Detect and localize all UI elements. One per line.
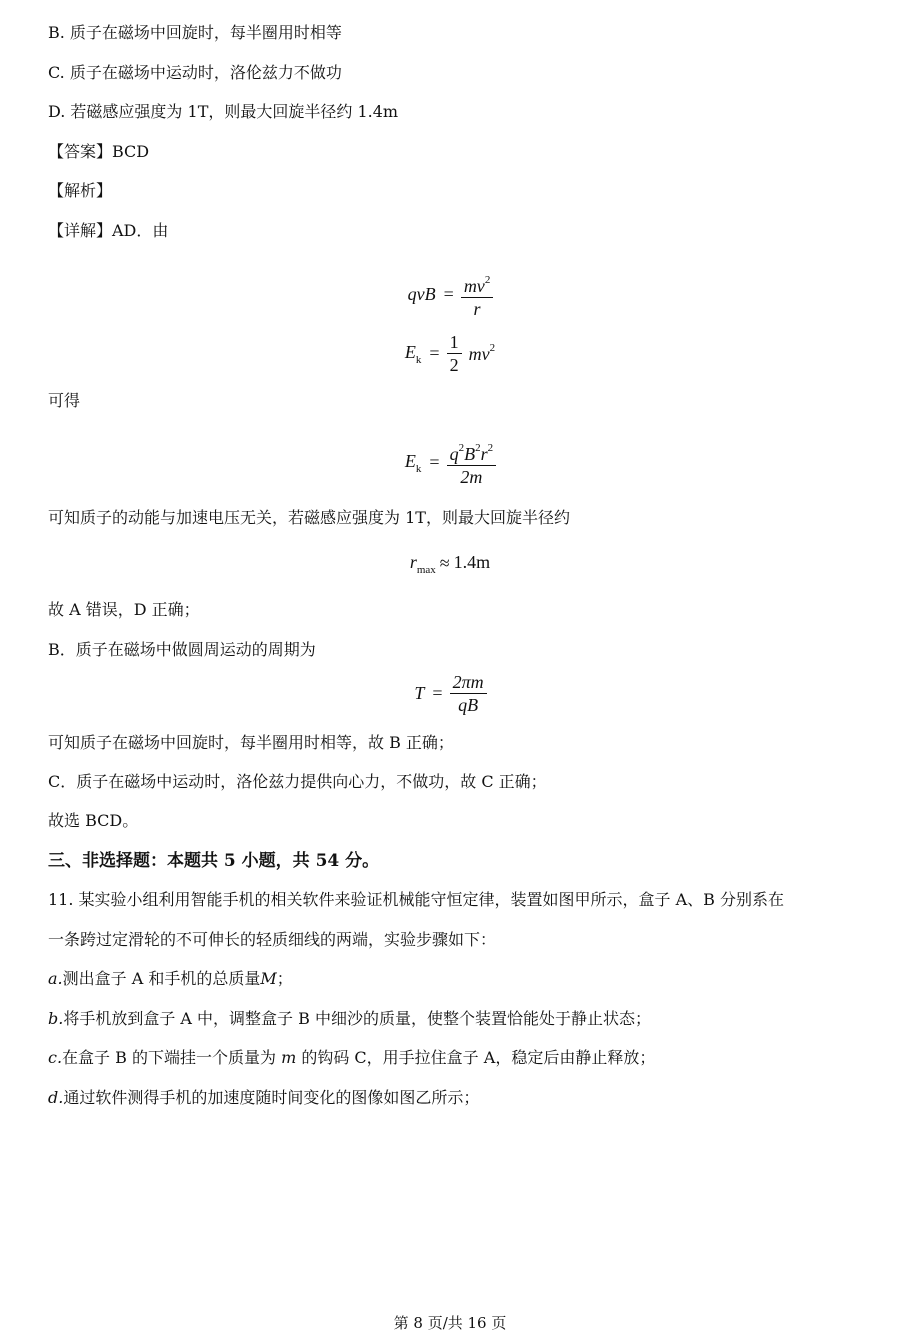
formula-1-denominator: r <box>473 299 481 319</box>
step-a <box>48 968 293 990</box>
formula-2-rhs: mv <box>468 344 490 364</box>
kezhi-line: 可知质子的动能与加速电压无关，若磁感应强度为 1T，则最大回旋半径约 <box>48 508 570 527</box>
equals-sign: = <box>443 284 454 304</box>
detail-intro: 【详解】AD．由 <box>48 221 169 240</box>
formula-5-lhs: T <box>414 683 425 703</box>
answer-line: 【答案】BCD <box>48 142 150 161</box>
formula-3-subscript: k <box>415 462 422 475</box>
formula-2-fraction <box>447 332 462 375</box>
conclusion-a-d: 故 A 错误，D 正确； <box>48 600 200 619</box>
formula-3-fraction <box>447 438 497 487</box>
formula-5-fraction <box>450 672 487 715</box>
formula-1-exponent: 2 <box>484 274 491 286</box>
formula-period <box>0 672 900 715</box>
step-b-label: b. <box>48 1009 64 1028</box>
formula-5-denominator: qB <box>458 695 479 715</box>
option-d: D. 若磁感应强度为 1T，则最大回旋半径约 1.4m <box>48 102 399 121</box>
formula-max-radius <box>0 552 900 576</box>
formula-1-fraction <box>461 270 494 319</box>
step-c-variable: m <box>281 1048 297 1067</box>
step-c <box>48 1047 655 1069</box>
formula-3-q: q <box>449 444 459 464</box>
step-b <box>48 1008 651 1030</box>
formula-4-rhs: 1.4m <box>453 552 491 572</box>
page-footer: 第 8 页/共 16 页 <box>393 1314 507 1332</box>
step-d-text: 通过软件测得手机的加速度随时间变化的图像如图乙所示； <box>63 1088 480 1107</box>
formula-4-lhs: r <box>409 552 417 572</box>
formula-3-B: B <box>464 444 476 464</box>
step-d <box>48 1087 479 1109</box>
step-a-variable: M <box>260 969 277 988</box>
formula-3-denominator: 2m <box>460 467 483 487</box>
question-11-line-2: 一条跨过定滑轮的不可伸长的轻质细线的两端，实验步骤如下： <box>48 930 497 949</box>
step-b-text: 将手机放到盒子 A 中，调整盒子 B 中细沙的质量，使整个装置恰能处于静止状态； <box>63 1009 651 1028</box>
formula-3-exp-r: 2 <box>487 442 494 454</box>
final-choice: 故选 BCD。 <box>48 811 139 830</box>
section-3-heading: 三、非选择题：本题共 5 小题，共 54 分。 <box>48 851 380 871</box>
formula-2-denominator: 2 <box>449 355 459 375</box>
step-c-text-1: 在盒子 B 的下端挂一个质量为 <box>62 1048 276 1067</box>
formula-1-numerator: mv <box>463 276 485 296</box>
formula-2-exponent: 2 <box>489 342 496 354</box>
formula-3-lhs: E <box>404 450 416 471</box>
step-a-label: a. <box>48 969 63 988</box>
formula-3-exp-B: 2 <box>475 442 481 454</box>
formula-3-r: r <box>480 444 488 464</box>
b-period-intro: B．质子在磁场中做圆周运动的周期为 <box>48 640 316 659</box>
equals-sign: = <box>432 683 443 703</box>
formula-3-exp-q: 2 <box>458 442 465 454</box>
formula-kinetic-energy <box>0 332 900 375</box>
formula-lorentz-centripetal <box>0 270 900 319</box>
step-a-text: 测出盒子 A 和手机的总质量 <box>62 969 261 988</box>
option-c: C. 质子在磁场中运动时，洛伦兹力不做功 <box>48 63 342 82</box>
formula-1-lhs: qvB <box>407 284 436 304</box>
equals-sign: = <box>429 343 440 363</box>
question-11-line-1: 11. 某实验小组利用智能手机的相关软件来验证机械能守恒定律，装置如图甲所示，盒子 A、B 分别系在 <box>48 890 785 909</box>
c-conclusion: C．质子在磁场中运动时，洛伦兹力提供向心力，不做功，故 C 正确； <box>48 772 547 791</box>
approx-sign: ≈ <box>439 553 450 574</box>
step-d-label: d. <box>48 1088 64 1107</box>
formula-kinetic-energy-result <box>0 438 900 487</box>
formula-2-lhs: E <box>404 341 416 362</box>
step-c-label: c. <box>48 1048 63 1067</box>
kede-line: 可得 <box>48 391 81 410</box>
equals-sign: = <box>429 452 440 472</box>
formula-5-numerator: 2πm <box>450 672 487 694</box>
b-conclusion: 可知质子在磁场中回旋时，每半圈用时相等，故 B 正确； <box>48 733 454 752</box>
formula-2-subscript: k <box>415 353 422 366</box>
step-a-end: ； <box>276 969 293 988</box>
analysis-heading: 【解析】 <box>48 181 113 200</box>
formula-4-subscript: max <box>416 564 436 576</box>
formula-2-numerator: 1 <box>447 332 462 354</box>
step-c-text-2: 的钩码 C，用手拉住盒子 A，稳定后由静止释放； <box>301 1048 656 1067</box>
option-b: B. 质子在磁场中回旋时，每半圈用时相等 <box>48 23 342 42</box>
